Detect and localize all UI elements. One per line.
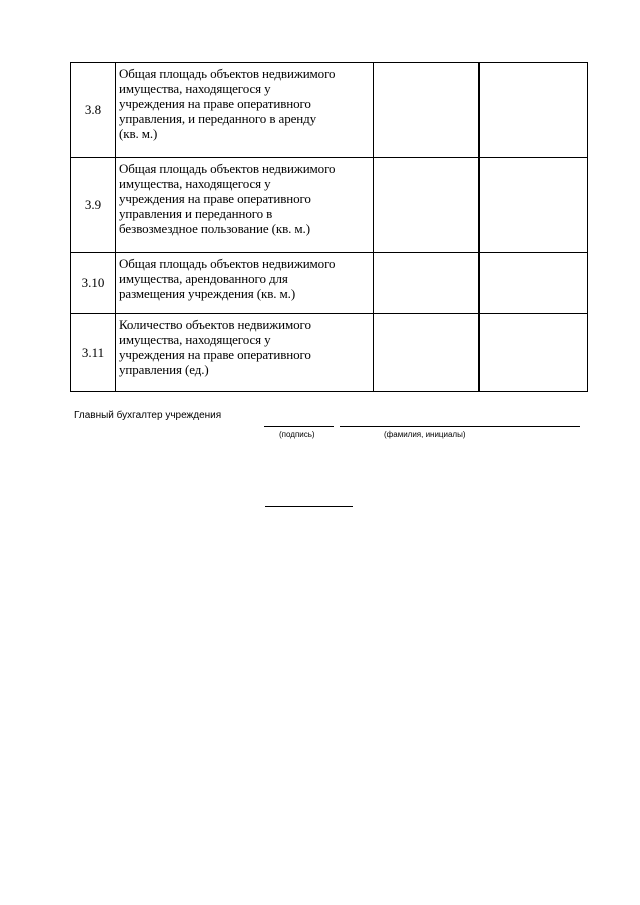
table-row <box>71 253 588 314</box>
row-description <box>116 63 374 158</box>
row-number: 3.8 <box>71 63 116 158</box>
description-line: учреждения на праве оперативного <box>119 347 311 362</box>
table-row <box>71 158 588 253</box>
description-line: учреждения на праве оперативного <box>119 191 311 206</box>
description-line: Общая площадь объектов недвижимого <box>119 66 336 81</box>
description-line: имущества, находящегося у <box>119 176 271 191</box>
description-line: имущества, находящегося у <box>119 81 271 96</box>
value-cell-1 <box>374 158 480 253</box>
description-line: управления (ед.) <box>119 362 209 377</box>
table-row <box>71 63 588 158</box>
value-cell-2 <box>479 314 588 392</box>
signature-caption: (подпись) <box>279 430 315 439</box>
report-table <box>70 62 588 392</box>
signature-block <box>74 410 594 450</box>
description-line: имущества, находящегося у <box>119 332 271 347</box>
row-number: 3.10 <box>71 253 116 314</box>
description-line: имущества, арендованного для <box>119 271 288 286</box>
table-row <box>71 314 588 392</box>
value-cell-1 <box>374 314 480 392</box>
description-line: размещения учреждения (кв. м.) <box>119 286 296 301</box>
row-number: 3.11 <box>71 314 116 392</box>
value-cell-2 <box>479 63 588 158</box>
row-description <box>116 253 374 314</box>
row-description <box>116 314 374 392</box>
description-line: учреждения на праве оперативного <box>119 96 311 111</box>
signature-label: Главный бухгалтер учреждения <box>74 410 222 421</box>
value-cell-2 <box>479 253 588 314</box>
name-line <box>340 426 580 427</box>
row-number: 3.9 <box>71 158 116 253</box>
value-cell-1 <box>374 63 480 158</box>
description-line: Общая площадь объектов недвижимого <box>119 256 336 271</box>
description-line: управления и переданного в <box>119 206 273 221</box>
end-divider <box>265 506 353 507</box>
description-line: (кв. м.) <box>119 126 158 141</box>
name-caption: (фамилия, инициалы) <box>384 430 466 439</box>
description-line: управления, и переданного в аренду <box>119 111 317 126</box>
description-line: безвозмездное пользование (кв. м.) <box>119 221 310 236</box>
value-cell-1 <box>374 253 480 314</box>
description-line: Количество объектов недвижимого <box>119 317 311 332</box>
value-cell-2 <box>479 158 588 253</box>
row-description <box>116 158 374 253</box>
description-line: Общая площадь объектов недвижимого <box>119 161 336 176</box>
signature-line <box>264 426 334 427</box>
